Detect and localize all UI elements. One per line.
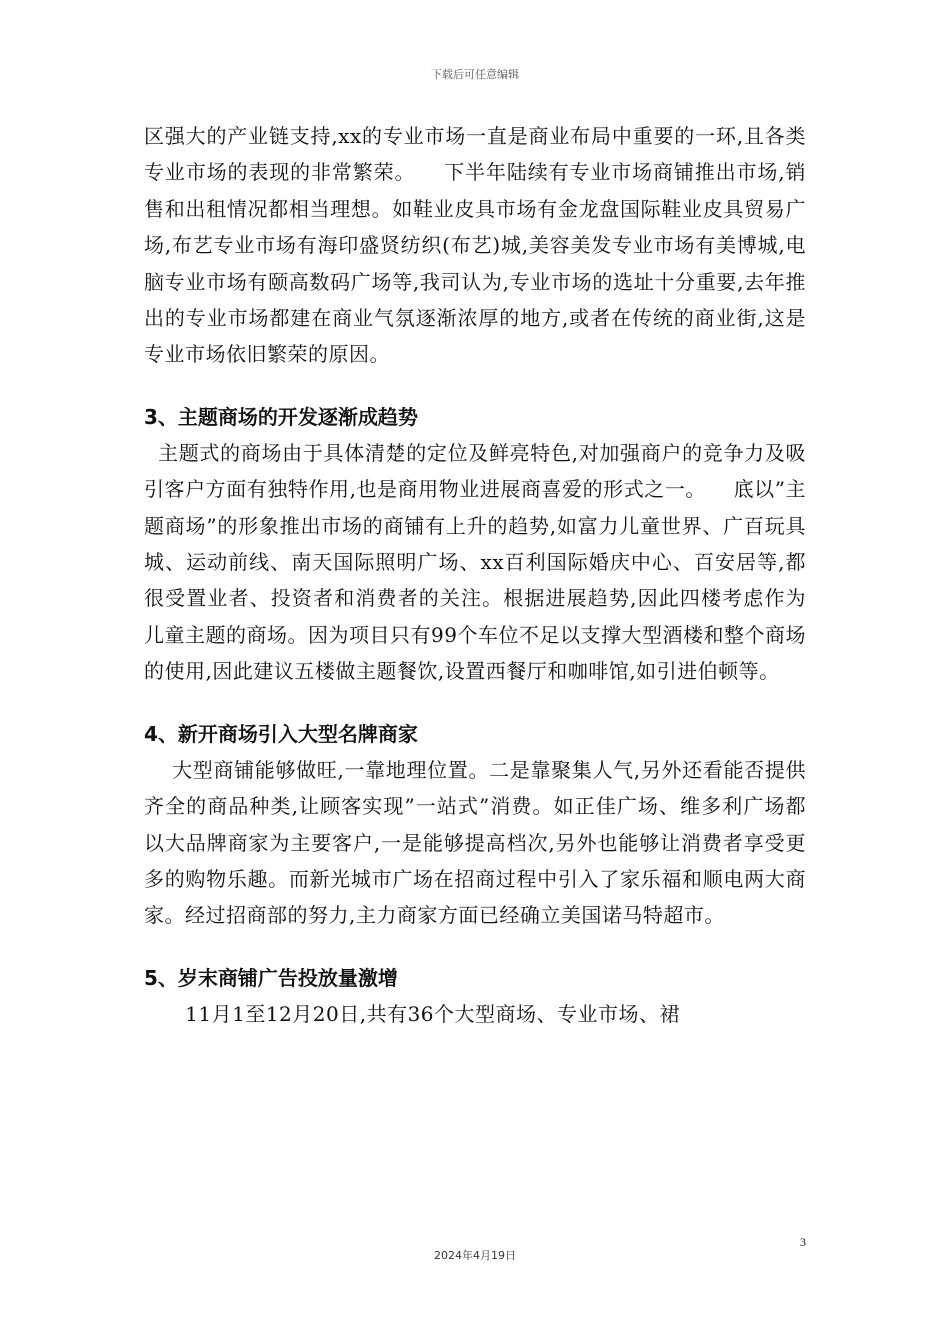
paragraph-professional-market: 区强大的产业链支持,xx的专业市场一直是商业布局中重要的一环,且各类专业市场的表现的非常繁荣。 下半年陆续有专业市场商铺推出市场,销售和出租情况都相当理想。如鞋业皮具市场有金龙盘国际鞋业皮具贸易广场,布艺专业市场有海印盛贤纺织(布艺)城,美容美发专业市场有美博城,电脑专业市场有颐高数码广场等,我司认为,专业市场的选址十分重要,去年推出的专业市场都建在商业气氛逐渐浓厚的地方,或者在传统的商业街,这是专业市场依旧繁荣的原因。 bbox=[144, 124, 806, 367]
page-footer-date: 2024年4月19日 bbox=[434, 1249, 516, 1262]
section-heading-4: 4、新开商场引入大型名牌商家 bbox=[144, 721, 418, 746]
page-number: 3 bbox=[800, 1235, 806, 1249]
document-body bbox=[144, 118, 806, 1032]
paragraph-brand-merchants: 大型商铺能够做旺,一靠地理位置。二是靠聚集人气,另外还看能否提供齐全的商品种类,让顾客实现”一站式”消费。如正佳广场、维多利广场都以大品牌商家为主要客户,一是能够提高档次,另外也能够让消费者享受更多的购物乐趣。而新光城市广场在招商过程中引入了家乐福和顺电两大商家。经过招商部的努力,主力商家方面已经确立美国诺马特超市。 bbox=[144, 757, 806, 928]
section-heading-3: 3、主题商场的开发逐渐成趋势 bbox=[144, 404, 418, 429]
page-header: 下载后可任意编辑 bbox=[431, 68, 519, 81]
paragraph-year-end-ads: 11月1至12月20日,共有36个大型商场、专业市场、裙 bbox=[144, 1001, 681, 1026]
section-heading-5: 5、岁末商铺广告投放量激增 bbox=[144, 965, 398, 990]
paragraph-theme-mall: 主题式的商场由于具体清楚的定位及鲜亮特色,对加强商户的竞争力及吸引客户方面有独特作用,也是商用物业进展商喜爱的形式之一。 底以”主题商场”的形象推出市场的商铺有上升的趋势,如富力儿童世界、广百玩具城、运动前线、南天国际照明广场、xx百利国际婚庆中心、百安居等,都很受置业者、投资者和消费者的关注。根据进展趋势,因此四楼考虑作为儿童主题的商场。因为项目只有99个车位不足以支撑大型酒楼和整个商场的使用,因此建议五楼做主题餐饮,设置西餐厅和咖啡馆,如引进伯顿等。 bbox=[144, 440, 806, 684]
